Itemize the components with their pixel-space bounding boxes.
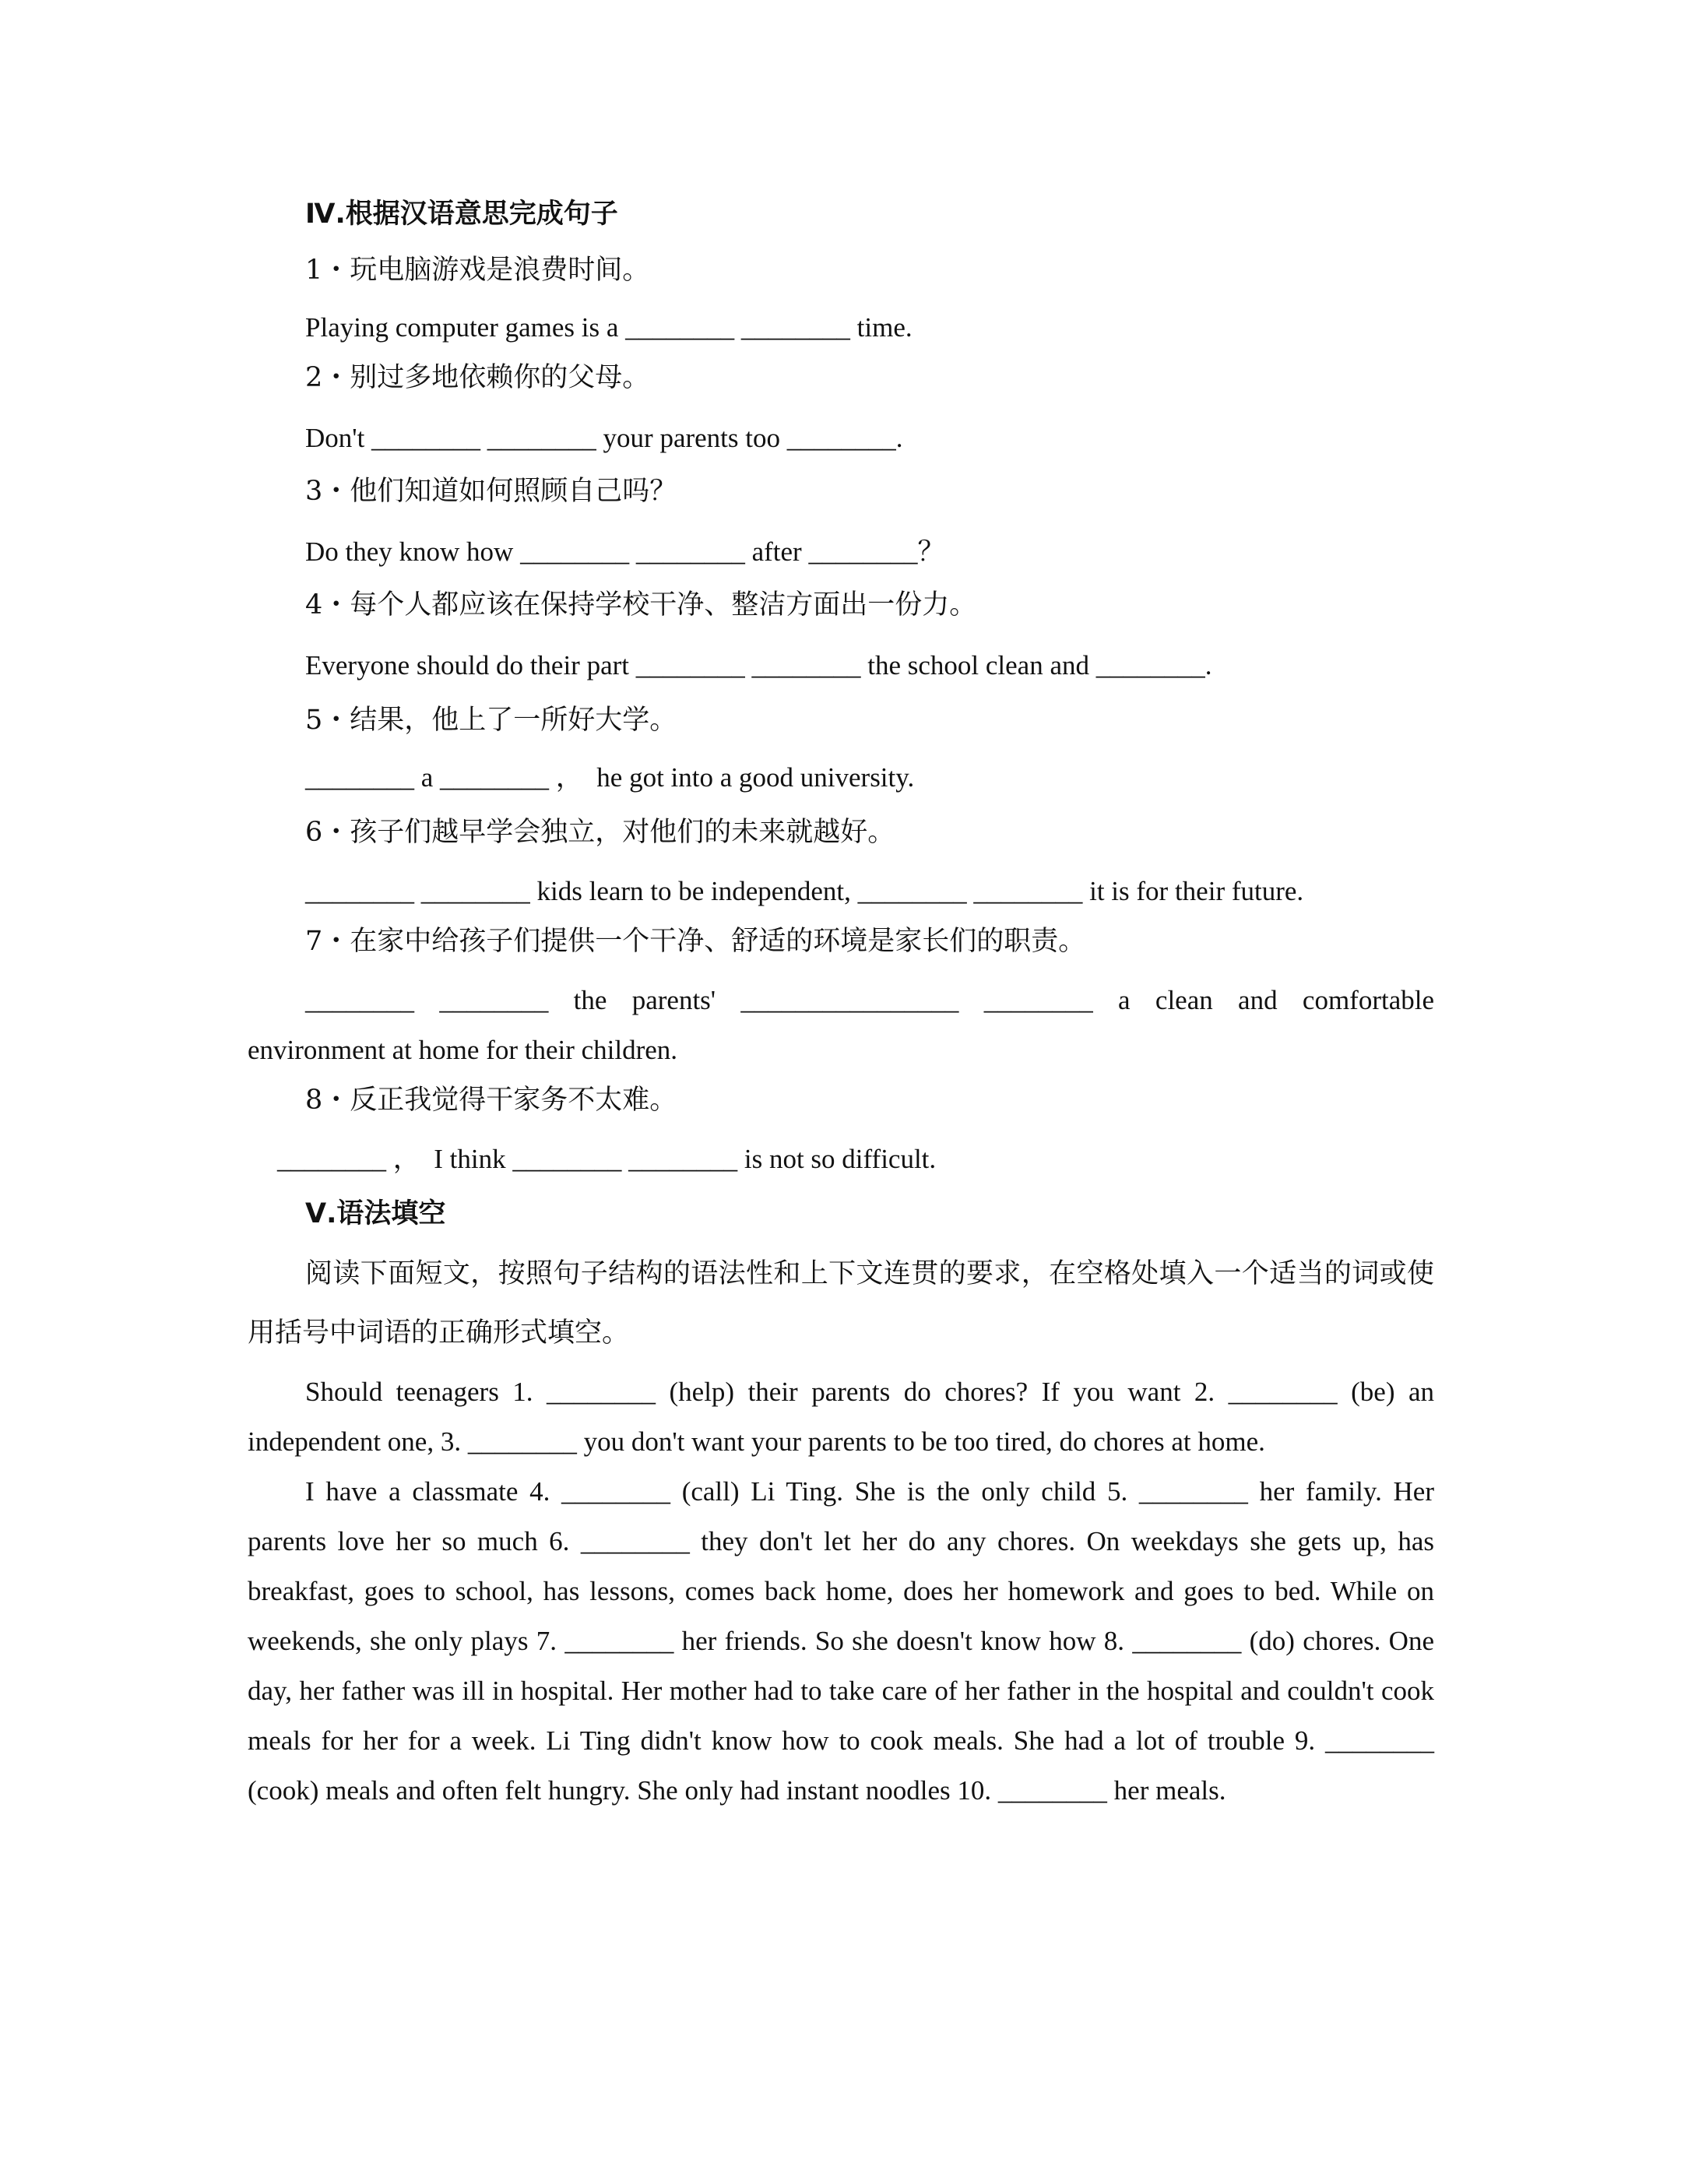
item-7-english: ________ ________ the parents' ________________ ________ a clean and comfortable: [305, 985, 1434, 1015]
section-5-heading: Ⅴ.语法填空: [305, 1198, 446, 1229]
item-5-english: ________ a ________ ， he got into a good university.: [305, 762, 915, 793]
item-7-english-continued: environment at home for their children.: [248, 1035, 678, 1065]
item-2-chinese: 2・别过多地依赖你的父母。: [305, 362, 650, 393]
item-7-chinese: 7・在家中给孩子们提供一个干净、舒适的环境是家长们的职责。: [305, 926, 1086, 957]
item-5-chinese: 5・结果，他上了一所好大学。: [305, 705, 677, 736]
section-5-instruction: 阅读下面短文，按照句子结构的语法性和上下文连贯的要求，在空格处填入一个适当的词或使用括号中词语的正确形式填空。: [248, 1258, 1434, 1349]
item-1-chinese: 1・玩电脑游戏是浪费时间。: [305, 255, 650, 286]
item-3-chinese: 3・他们知道如何照顾自己吗？: [305, 476, 677, 507]
item-4-chinese: 4・每个人都应该在保持学校干净、整洁方面出一份力。: [305, 589, 977, 621]
passage-paragraph-1: Should teenagers 1. ________ (help) their parents do chores? If you want 2. ________ (be) an independent one, 3. ________ you don't want your parents to be too tired, do chores at home.: [248, 1377, 1434, 1457]
item-6-english: ________ ________ kids learn to be independent, ________ ________ it is for their future.: [305, 876, 1304, 906]
item-6-chinese: 6・孩子们越早学会独立，对他们的未来就越好。: [305, 817, 895, 848]
item-1-english: Playing computer games is a ________ ________ time.: [305, 312, 913, 343]
passage-paragraph-2: I have a classmate 4. ________ (call) Li Ting. She is the only child 5. ________ her family. Her parents love her so much 6. ________ they don't let her do any chores. On weekdays she gets up, has breakfast, goes to school, has lessons, comes back home, does her homework and goes to bed. While on weekends, she only plays 7. ________ her friends. So she doesn't know how 8. ________ (do) chores. One day, her father was ill in hospital. Her mother had to take care of her father in the hospital and couldn't cook meals for her for a week. Li Ting didn't know how to cook meals. She had a lot of trouble 9. ________ (cook) meals and often felt hungry. She only had instant noodles 10. ________ her meals.: [248, 1476, 1434, 1806]
item-2-english: Don't ________ ________ your parents too ________.: [305, 423, 903, 453]
item-3-english: Do they know how ________ ________ after ________？: [305, 536, 945, 567]
section-4-heading: Ⅳ.根据汉语意思完成句子: [305, 199, 618, 230]
item-8-chinese: 8・反正我觉得干家务不太难。: [305, 1085, 677, 1116]
item-4-english: Everyone should do their part ________ ________ the school clean and ________.: [305, 650, 1212, 681]
item-8-english: ________ ， I think ________ ________ is not so difficult.: [277, 1144, 937, 1174]
